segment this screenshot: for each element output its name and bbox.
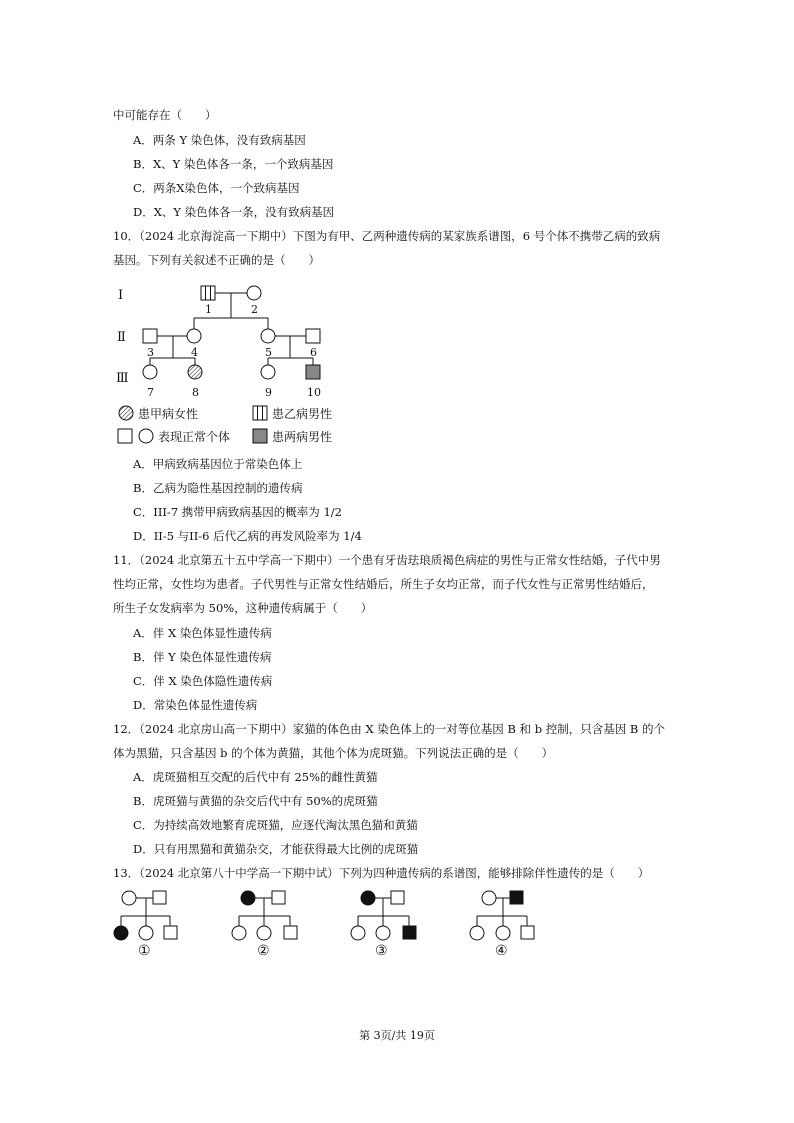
q10-option-c: C．III-7 携带甲病致病基因的概率为 1/2 <box>133 505 342 519</box>
gen-label-2: Ⅱ <box>117 330 126 345</box>
q12-option-b: B．虎斑猫与黄猫的杂交后代中有 50%的虎斑猫 <box>133 794 378 808</box>
svg-text:9: 9 <box>265 386 272 399</box>
q11-option-b: B．伴 Y 染色体显性遗传病 <box>133 650 272 664</box>
q12-option-d: D．只有用黑猫和黄猫杂交，才能获得最大比例的虎斑猫 <box>133 842 419 856</box>
svg-text:4: 4 <box>191 346 198 359</box>
q9-stem-tail: 中可能存在（ ） <box>113 108 217 122</box>
svg-text:2: 2 <box>251 303 258 316</box>
q13-pedigree-4 <box>470 891 534 940</box>
svg-text:6: 6 <box>310 346 317 359</box>
individual-7 <box>143 365 157 379</box>
legend-both-male: 患两病男性 <box>272 430 333 444</box>
legend-both-male-icon <box>253 429 267 443</box>
q9-option-b: B．X、Y 染色体各一条，一个致病基因 <box>133 157 334 171</box>
individual-6 <box>306 329 320 343</box>
svg-text:5: 5 <box>265 346 272 359</box>
q13-pedigree-1 <box>114 891 177 940</box>
legend-normal: 表现正常个体 <box>158 430 231 444</box>
legend-normal-square-icon <box>118 429 132 443</box>
individual-9 <box>261 365 275 379</box>
legend-normal-circle-icon <box>139 429 153 443</box>
svg-text:7: 7 <box>147 386 154 399</box>
q13-label-2: ② <box>257 943 270 959</box>
page-footer: 第 3页/共 19页 <box>359 1029 435 1042</box>
q13-stem: 13．（2024 北京第八十中学高一下期中试）下列为四种遗传病的系谱图，能够排除伴性遗传的是（ ） <box>113 866 650 880</box>
gen-label-1: Ⅰ <box>118 288 124 303</box>
svg-text:1: 1 <box>205 303 212 316</box>
q11-option-c: C．伴 X 染色体隐性遗传病 <box>133 674 273 688</box>
q13-pedigree-3 <box>351 891 416 940</box>
individual-10 <box>306 365 320 379</box>
q13-label-3: ③ <box>375 943 388 959</box>
gen-label-3: Ⅲ <box>116 371 129 386</box>
q13-label-1: ① <box>138 943 151 959</box>
q13-label-4: ④ <box>495 943 508 959</box>
svg-text:10: 10 <box>307 386 321 399</box>
individual-3 <box>143 329 157 343</box>
q11-stem-line1: 11．（2024 北京第五十五中学高一下期中）一个患有牙齿珐琅质褐色病症的男性与正常女性结婚，子代中男 <box>113 553 661 567</box>
q11-stem-line2: 性均正常，女性均为患者。子代男性与正常女性结婚后，所生子女均正常，而子代女性与正常男性结婚后， <box>113 577 654 591</box>
q11-stem-line3: 所生子女发病率为 50%，这种遗传病属于（ ） <box>113 601 373 615</box>
legend-jia-female: 患甲病女性 <box>138 407 199 421</box>
q12-stem-line1: 12．（2024 北京房山高一下期中）家猫的体色由 X 染色体上的一对等位基因 B 和 b 控制，只含基因 B 的个 <box>113 722 665 736</box>
svg-text:8: 8 <box>192 386 199 399</box>
individual-4 <box>187 329 201 343</box>
q11-option-d: D．常染色体显性遗传病 <box>133 698 258 712</box>
svg-text:3: 3 <box>147 346 154 359</box>
q12-stem-line2: 体为黑猫，只含基因 b 的个体为黄猫，其他个体为虎斑猫。下列说法正确的是（ ） <box>113 746 554 760</box>
individual-1 <box>201 286 215 300</box>
q9-option-c: C．两条X染色体，一个致病基因 <box>133 181 300 195</box>
legend-yi-male: 患乙病男性 <box>272 407 333 421</box>
q13-pedigrees <box>114 891 534 940</box>
q10-stem-line1: 10．（2024 北京海淀高一下期中）下图为有甲、乙两种遗传病的某家族系谱图，6 号个体不携带乙病的致病 <box>113 229 661 243</box>
legend-jia-female-icon <box>119 406 133 420</box>
q10-stem-line2: 基因。下列有关叙述不正确的是（ ） <box>113 253 320 267</box>
q9-option-d: D．X、Y 染色体各一条，没有致病基因 <box>133 205 335 219</box>
individual-2 <box>247 286 261 300</box>
q10-option-b: B．乙病为隐性基因控制的遗传病 <box>133 481 303 495</box>
legend-yi-male-icon <box>253 406 267 420</box>
q10-option-a: A．甲病致病基因位于常染色体上 <box>133 457 303 471</box>
individual-5 <box>261 329 275 343</box>
individual-8 <box>188 365 202 379</box>
q13-pedigree-2 <box>232 891 297 940</box>
q10-option-d: D．II-5 与II-6 后代乙病的再发风险率为 1/4 <box>133 529 362 543</box>
q12-option-c: C．为持续高效地繁育虎斑猫，应逐代淘汰黑色猫和黄猫 <box>133 818 418 832</box>
q12-option-a: A．虎斑猫相互交配的后代中有 25%的雌性黄猫 <box>133 770 378 784</box>
q11-option-a: A．伴 X 染色体显性遗传病 <box>133 626 272 640</box>
q9-option-a: A．两条 Y 染色体，没有致病基因 <box>133 133 306 147</box>
